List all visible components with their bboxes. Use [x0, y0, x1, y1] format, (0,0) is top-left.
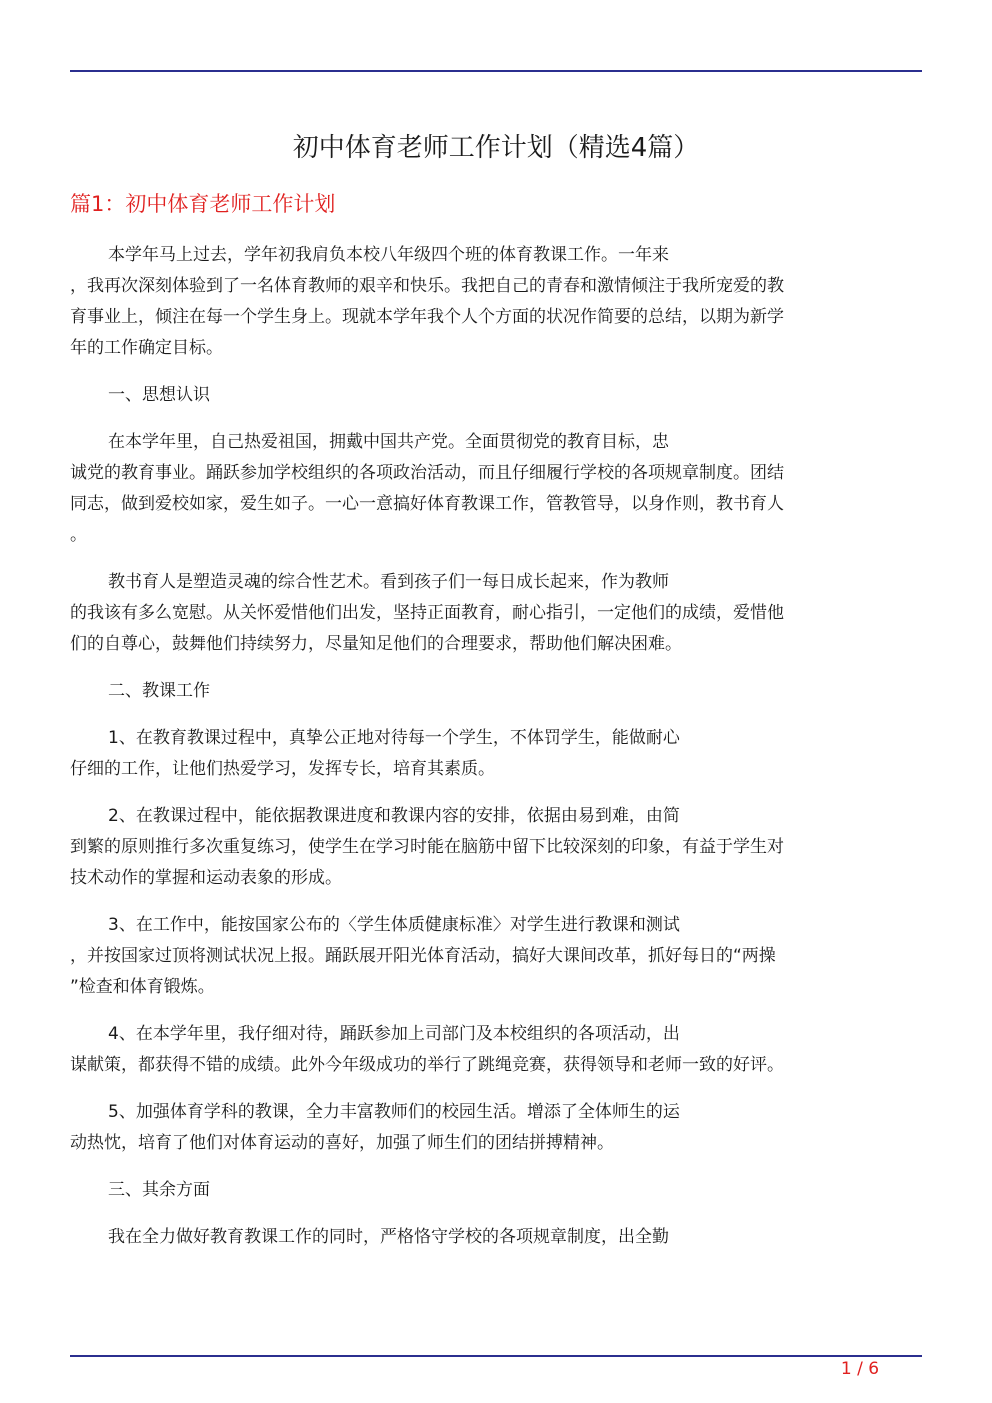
paragraph-line: 诚党的教育事业。踊跃参加学校组织的各项政治活动，而且仔细履行学校的各项规章制度。团结 [70, 463, 784, 483]
paragraph [70, 567, 922, 660]
paragraph-line: 本学年马上过去，学年初我肩负本校八年级四个班的体育教课工作。一年来 [108, 245, 669, 265]
paragraph-line: ，并按国家过顶将测试状况上报。踊跃展开阳光体育活动，搞好大课间改革，抓好每日的“两操 [70, 946, 776, 966]
paragraph-line: 年的工作确定目标。 [70, 338, 223, 358]
paragraph [70, 1019, 922, 1081]
paragraph-line: 1、在教育教课过程中，真挚公正地对待每一个学生，不体罚学生，能做耐心 [108, 728, 680, 748]
paragraph-line: 的我该有多么宽慰。从关怀爱惜他们出发，坚持正面教育，耐心指引，一定他们的成绩，爱惜他 [70, 603, 784, 623]
document-body [70, 240, 922, 1269]
paragraph-line: ，我再次深刻体验到了一名体育教师的艰辛和快乐。我把自己的青春和激情倾注于我所宠爱的教 [70, 276, 784, 296]
paragraph-line: 三、其余方面 [108, 1180, 210, 1200]
paragraph-line: ”检查和体育锻炼。 [70, 977, 215, 997]
subheading [70, 676, 922, 707]
paragraph [70, 1222, 922, 1253]
paragraph-line: 二、教课工作 [108, 681, 210, 701]
paragraph-line: 们的自尊心，鼓舞他们持续努力，尽量知足他们的合理要求，帮助他们解决困难。 [70, 634, 682, 654]
paragraph [70, 240, 922, 364]
paragraph [70, 1097, 922, 1159]
paragraph [70, 910, 922, 1003]
paragraph [70, 801, 922, 894]
paragraph-line: 动热忱，培育了他们对体育运动的喜好，加强了师生们的团结拼搏精神。 [70, 1133, 614, 1153]
subheading [70, 1175, 922, 1206]
paragraph-line: 同志，做到爱校如家，爱生如子。一心一意搞好体育教课工作，管教管导，以身作则，教书育人 [70, 494, 784, 514]
paragraph-line: 仔细的工作，让他们热爱学习，发挥专长，培育其素质。 [70, 759, 495, 779]
paragraph-line: 技术动作的掌握和运动表象的形成。 [70, 868, 342, 888]
paragraph-line: 5、加强体育学科的教课，全力丰富教师们的校园生活。增添了全体师生的运 [108, 1102, 680, 1122]
paragraph [70, 723, 922, 785]
section-heading: 篇1：初中体育老师工作计划 [70, 192, 336, 216]
paragraph-line: 2、在教课过程中，能依据教课进度和教课内容的安排，依据由易到难，由简 [108, 806, 680, 826]
paragraph-line: 到繁的原则推行多次重复练习，使学生在学习时能在脑筋中留下比较深刻的印象，有益于学生对 [70, 837, 784, 857]
document-title: 初中体育老师工作计划（精选4篇） [292, 133, 700, 163]
header-rule [70, 70, 922, 72]
page-number: 1 / 6 [840, 1359, 880, 1379]
paragraph-line: 谋献策，都获得不错的成绩。此外今年级成功的举行了跳绳竞赛，获得领导和老师一致的好评。 [70, 1055, 784, 1075]
paragraph-line: 育事业上，倾注在每一个学生身上。现就本学年我个人个方面的状况作简要的总结，以期为新学 [70, 307, 784, 327]
paragraph-line: 3、在工作中，能按国家公布的〈学生体质健康标准〉对学生进行教课和测试 [108, 915, 680, 935]
paragraph-line: 教书育人是塑造灵魂的综合性艺术。看到孩子们一每日成长起来，作为教师 [108, 572, 669, 592]
footer-rule [70, 1355, 922, 1357]
paragraph-line: 。 [70, 525, 87, 545]
paragraph-line: 一、思想认识 [108, 385, 210, 405]
subheading [70, 380, 922, 411]
paragraph-line: 4、在本学年里，我仔细对待，踊跃参加上司部门及本校组织的各项活动，出 [108, 1024, 680, 1044]
paragraph [70, 427, 922, 551]
paragraph-line: 在本学年里，自己热爱祖国，拥戴中国共产党。全面贯彻党的教育目标，忠 [108, 432, 669, 452]
paragraph-line: 我在全力做好教育教课工作的同时，严格恪守学校的各项规章制度，出全勤 [108, 1227, 669, 1247]
